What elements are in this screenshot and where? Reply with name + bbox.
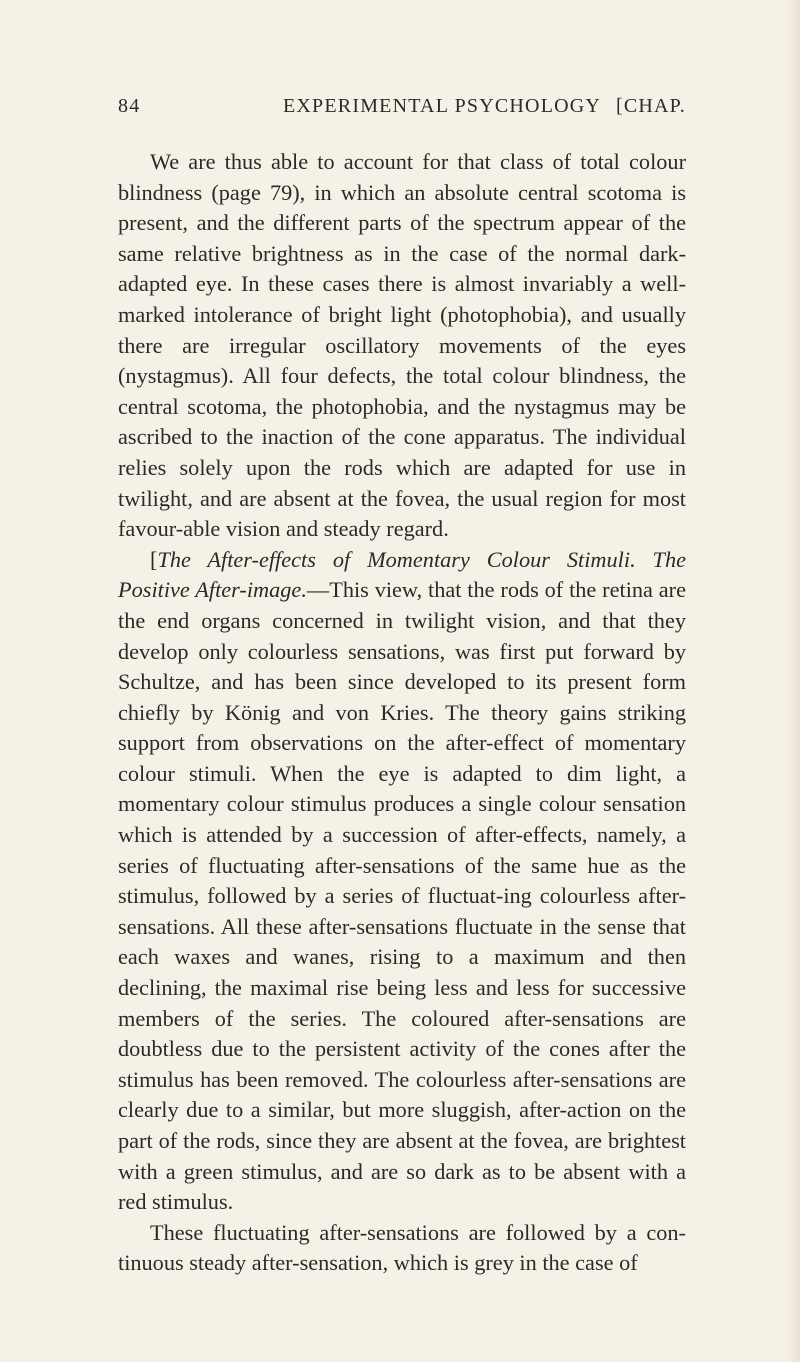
- page-edge-shadow: [786, 0, 800, 1362]
- open-bracket: [: [150, 546, 158, 572]
- running-title: EXPERIMENTAL PSYCHOLOGY: [283, 95, 602, 117]
- paragraph-1-text: We are thus able to account for that class of total colour blindness (page 79), in which an absolute central scotoma is present, and the different parts of the spectrum appear of the same relative brightness as in the case of the normal dark-adapted eye. In these cases there is almost invariably a well-marked intolerance of bright light (photophobia), and usually there are irregular oscillatory movements of the eyes (nystagmus). All four defects, the total colour blindness, the central scotoma, the photophobia, and the nystagmus may be ascribed to the inaction of the cone apparatus. The individual relies solely upon the rods which are adapted for use in twilight, and are absent at the fovea, the usual region for most favour-able vision and steady regard.: [118, 149, 686, 542]
- body-text: [118, 147, 686, 1279]
- paragraph-2-text: —This view, that the rods of the retina are the end organs concerned in twilight vision, and that they develop only colourless sensations, was first put forward by Schultze, and has been since developed to its present form chiefly by König and von Kries. The theory gains striking support from observations on the after-effect of momentary colour stimuli. When the eye is adapted to dim light, a momentary colour stimulus produces a single colour sensation which is attended by a succession of after-effects, namely, a series of fluctuating after-sensations of the same hue as the stimulus, followed by a series of fluctuat-ing colourless after-sensations. All these after-sensations fluctuate in the sense that each waxes and wanes, rising to a maximum and then declining, the maximal rise being less and less for successive members of the series. The coloured after-sensations are doubtless due to the persistent activity of the cones after the stimulus has been removed. The colourless after-sensations are clearly due to a similar, but more sluggish, after-action on the part of the rods, since they are absent at the fovea, are brightest with a green stimulus, and are so dark as to be absent with a red stimulus.: [118, 577, 687, 1215]
- chapter-label: [CHAP.: [616, 95, 686, 117]
- paragraph-3-text: These fluctuating after-sensations are followed by a con-tinuous steady after-sensation, which is grey in the case of: [118, 1219, 686, 1276]
- page-header: [118, 95, 686, 127]
- paragraph-1: [118, 147, 686, 545]
- paragraph-3: [118, 1218, 686, 1279]
- page-number: 84: [118, 95, 141, 117]
- section-title: The After-effects of Momentary Colour Stimuli. The Positive After-image.: [118, 546, 686, 603]
- paragraph-2: [118, 545, 686, 1218]
